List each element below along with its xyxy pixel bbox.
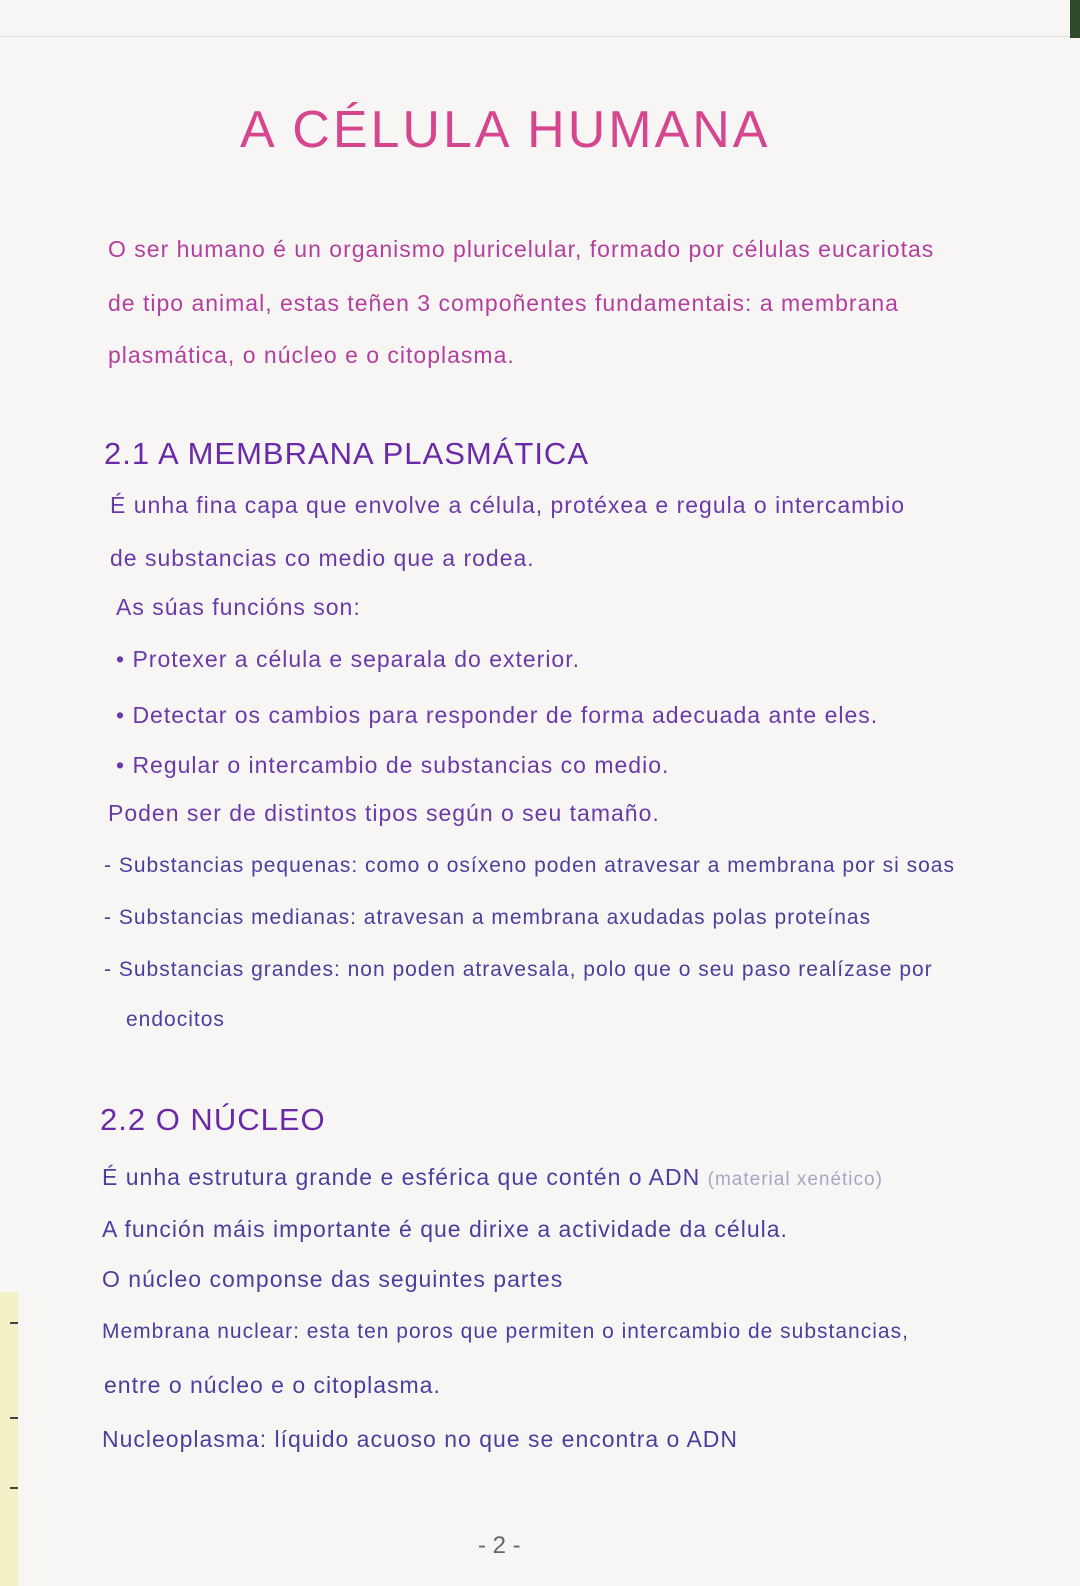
text-line: O núcleo componse das seguintes partes — [102, 1266, 564, 1292]
bullet-item: • Protexer a célula e separala do exterior. — [116, 646, 581, 672]
text-line: Nucleoplasma: líquido acuoso no que se encontra o ADN — [102, 1426, 739, 1452]
margin-mark — [10, 1487, 18, 1489]
bullet-item: • Regular o intercambio de substancias co medio. — [116, 752, 670, 778]
bullet-item: • Detectar os cambios para responder de forma adecuada ante eles. — [116, 702, 879, 728]
text-line: Poden ser de distintos tipos según o seu tamaño. — [108, 800, 660, 826]
text-line: endocitos — [126, 1008, 225, 1031]
text-line: É unha fina capa que envolve a célula, protéxea e regula o intercambio — [110, 492, 905, 518]
binder-edge — [1070, 0, 1080, 38]
sticky-strip — [0, 1292, 18, 1586]
text-line: entre o núcleo e o citoplasma. — [104, 1372, 441, 1398]
text-line: A función máis importante é que dirixe a actividade da célula. — [102, 1216, 788, 1242]
text-line: - Substancias grandes: non poden atravesala, polo que o seu paso realízase por — [104, 958, 933, 981]
intro-line: plasmática, o núcleo e o citoplasma. — [108, 342, 515, 368]
text-line: - Substancias medianas: atravesan a membrana axudadas polas proteínas — [104, 906, 872, 929]
page-number: - 2 - — [478, 1532, 521, 1559]
section-heading: 2.1 A MEMBRANA PLASMÁTICA — [104, 436, 589, 471]
text-line: de substancias co medio que a rodea. — [110, 545, 535, 571]
section-heading: 2.2 O NÚCLEO — [100, 1102, 326, 1137]
note-span: (material xenético) — [707, 1169, 883, 1190]
margin-mark — [10, 1322, 18, 1324]
text-line — [102, 1164, 883, 1191]
paper-edge — [0, 36, 1080, 37]
intro-line: O ser humano é un organismo pluricelular, formado por células eucariotas — [108, 236, 935, 262]
margin-mark — [10, 1417, 18, 1419]
intro-line: de tipo animal, estas teñen 3 compoñentes fundamentais: a membrana — [108, 290, 899, 316]
text-span: É unha estrutura grande e esférica que contén o ADN — [102, 1164, 701, 1190]
text-line: - Substancias pequenas: como o osíxeno poden atravesar a membrana por si soas — [104, 854, 955, 877]
text-line: Membrana nuclear: esta ten poros que permiten o intercambio de substancias, — [102, 1320, 909, 1343]
page-title: A CÉLULA HUMANA — [240, 101, 771, 159]
text-line: As súas funcións son: — [116, 594, 361, 620]
